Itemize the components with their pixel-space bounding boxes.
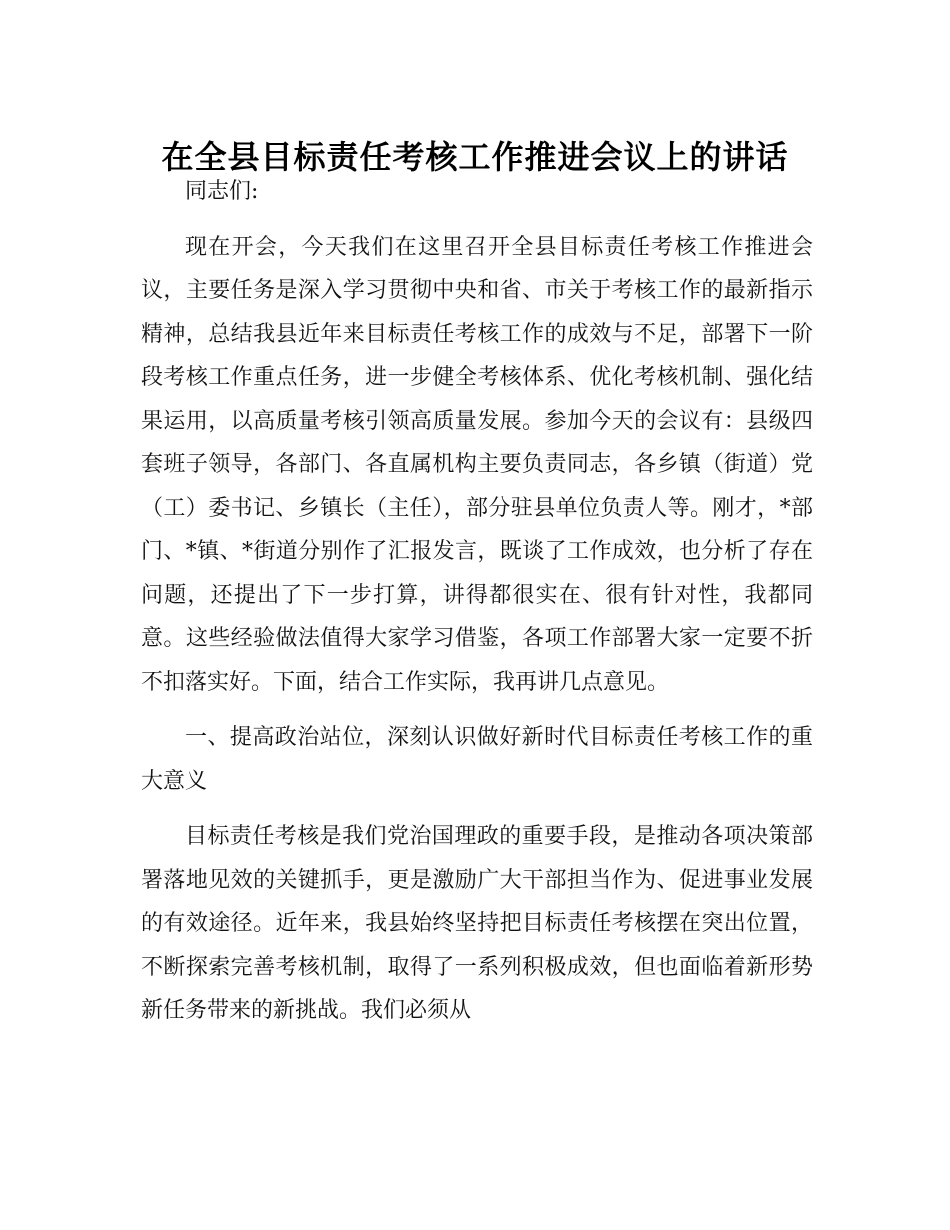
document-title: 在全县目标责任考核工作推进会议上的讲话 bbox=[161, 138, 789, 177]
salutation: 同志们: bbox=[185, 179, 259, 204]
paragraph-opening: 现在开会，今天我们在这里召开全县目标责任考核工作推进会议，主要任务是深入学习贯彻中央和省、市关于考核工作的最新指示精神，总结我县近年来目标责任考核工作的成效与不足，部署下一阶段考核工作重点任务，进一步健全考核体系、优化考核机制、强化结果运用，以高质量考核引领高质量发展。参加今天的会议有：县级四套班子领导，各部门、各直属机构主要负责同志，各乡镇（街道）党（工）委书记、乡镇长（主任），部分驻县单位负责人等。刚才，*部门、*镇、*街道分别作了汇报发言，既谈了工作成效，也分析了存在问题，还提出了下一步打算，讲得都很实在、很有针对性，我都同意。这些经验做法值得大家学习借鉴，各项工作部署大家一定要不折不扣落实好。下面，结合工作实际，我再讲几点意见。 bbox=[141, 234, 813, 695]
section-heading-1: 一、提高政治站位，深刻认识做好新时代目标责任考核工作的重大意义 bbox=[141, 725, 813, 794]
document-body bbox=[141, 170, 813, 1033]
spacer bbox=[141, 214, 813, 226]
paragraph-section-1: 目标责任考核是我们党治国理政的重要手段，是推动各项决策部署落地见效的关键抓手，更是激励广大干部担当作为、促进事业发展的有效途径。近年来，我县始终坚持把目标责任考核摆在突出位置，不断探索完善考核机制，取得了一系列积极成效，但也面临着新形势新任务带来的新挑战。我们必须从 bbox=[141, 824, 813, 1023]
spacer bbox=[141, 803, 813, 815]
spacer bbox=[141, 704, 813, 716]
